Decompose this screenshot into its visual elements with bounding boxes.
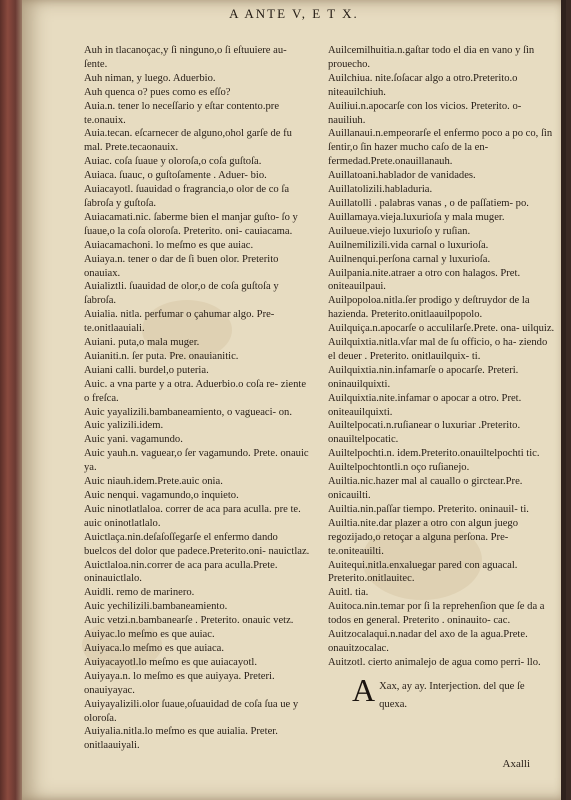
dictionary-entry: Auillatolizili.habladuria. bbox=[328, 184, 433, 196]
dictionary-entry: Auillatoani.hablador de vanidades. bbox=[328, 170, 476, 182]
dictionary-entry: Auilchiua. nite.ſoſacar algo a otro.Preterito.o niteauilchiuh. bbox=[328, 72, 518, 98]
right-column bbox=[328, 44, 556, 670]
dictionary-entry: Auiyaca.lo meſmo es que auiaca. bbox=[84, 642, 225, 654]
dictionary-entry: Auillamaya.vieja.luxurioſa y mala muger. bbox=[328, 211, 505, 223]
dictionary-entry: Auictlaloa.nin.correr de aca para aculla.Prete. oninauictlalo. bbox=[84, 559, 278, 585]
dictionary-entry: Auitequi.nitla.enxaluegar pared con aguacal. Preterito.onitlauitec. bbox=[328, 559, 518, 585]
dictionary-entry: Auic niauh.idem.Prete.auic onia. bbox=[84, 476, 223, 488]
running-header: A ANTE V, E T X. bbox=[229, 6, 359, 21]
dictionary-entry: Auh niman, y luego. Aduerbio. bbox=[84, 72, 216, 84]
dictionary-entry: Auianiti.n. ſer puta. Pre. onauianitic. bbox=[84, 350, 239, 362]
dictionary-entry: Auic. a vna parte y a otra. Aduerbio.o coſa re- ziente o freſca. bbox=[84, 378, 307, 404]
dictionary-entry: Auilquiça.n.apocarſe o acculilarſe.Prete. ona- uilquiz. bbox=[328, 323, 555, 335]
dictionary-entry: Auializtli. ſuauidad de olor,o de coſa guſtoſa y ſabroſa. bbox=[84, 281, 279, 307]
dictionary-entry: Auillatolli . palabras vanas , o de paſſatiem- po. bbox=[328, 197, 529, 209]
dictionary-entry: Auitzocalaqui.n.nadar del axo de la agua.Prete. onauitzocalac. bbox=[328, 629, 528, 654]
book-page bbox=[22, 0, 566, 800]
page-edge bbox=[561, 0, 566, 800]
dictionary-entry: Auia.n. tener lo neceſſario y eſtar contento.pre te.onauix. bbox=[84, 100, 280, 126]
dictionary-entry: Auiyaya.n. lo meſmo es que auiyaya. Preteri. onauiyayac. bbox=[84, 670, 275, 696]
dropcap-letter: A bbox=[352, 672, 376, 708]
dictionary-entry: Auiaya.n. tener o dar de ſi buen olor. Preterito onauiax. bbox=[84, 253, 279, 279]
dictionary-entry: Auiyalia.nitla.lo meſmo es que auialia. Preter. onitlaauiyali. bbox=[84, 726, 278, 752]
catchword: Axalli bbox=[502, 758, 530, 770]
dictionary-entry: Auic yayalizili.bambaneamiento, o vagueaci- on. bbox=[84, 406, 292, 418]
dropcap-entry bbox=[352, 672, 552, 712]
dictionary-entry: Auitoca.nin.temar por ſi la reprehenſion que ſe da a todos en general. Preterito . oninauito- cac. bbox=[328, 601, 545, 627]
dictionary-entry: Auic yechilizili.bambaneamiento. bbox=[84, 601, 228, 613]
dictionary-entry: Auialia. nitla. perfumar o çahumar algo. Pre- te.onitlaauiali. bbox=[84, 309, 275, 335]
dictionary-entry: Auiaca. ſuauc, o guſtoſamente . Aduer- bio. bbox=[84, 170, 267, 182]
dictionary-entry: Auitzotl. cierto animalejo de agua como perri- llo. bbox=[328, 656, 541, 668]
dictionary-entry: Auictlaça.nin.deſaſoſſegarſe el enfermo dando buelcos del dolor que padece.Preterito.oni- nauictlaz. bbox=[84, 531, 310, 557]
dictionary-entry: Auiacamati.nic. ſaberme bien el manjar guſto- ſo y ſuaue,o la coſa oloroſa. Preterito. oni- cauiacama. bbox=[84, 211, 298, 237]
dictionary-entry: Auilueue.viejo luxurioſo y ruſian. bbox=[328, 225, 471, 237]
dictionary-entry: Auidli. remo de marinero. bbox=[84, 587, 195, 599]
dictionary-entry: Auiyac.lo meſmo es que auiac. bbox=[84, 629, 215, 641]
dictionary-entry: Auic yani. vagamundo. bbox=[84, 434, 183, 446]
dictionary-entry: Auillanaui.n.empeorarſe el enfermo poco a po co, ſin ſentir,o ſin hazer mucho caſo de la en- fermedad.Prete.onauillanauh. bbox=[328, 128, 553, 168]
left-column bbox=[84, 44, 312, 753]
dictionary-entry: Auic ninotlatlaloa. correr de aca para aculla. pre te. auic oninotlatlalo. bbox=[84, 503, 301, 529]
dictionary-entry: Auia.tecan. eſcarnecer de alguno,ohol garſe de fu mal. Prete.tecaonauix. bbox=[84, 128, 292, 154]
dictionary-entry: Auiltia.nite.dar plazer a otro con algun juego regozijado,o retoçar a alguna perſona. Pre- te.oniteauilti. bbox=[328, 517, 519, 557]
dropcap-text: Xax, ay ay. Interjection. del que ſe quexa. bbox=[379, 681, 525, 710]
dictionary-entry: Auilnenqui.perſona carnal y luxurioſa. bbox=[328, 253, 491, 265]
dictionary-entry: Auh in tlacanoçac,y ſi ninguno,o ſi eſtuuiere au- ſente. bbox=[84, 45, 287, 70]
dictionary-entry: Auiltelpochti.n. idem.Preterito.onauiltelpochti tic. bbox=[328, 448, 540, 460]
dictionary-entry: Auic nenqui. vagamundo,o inquieto. bbox=[84, 490, 239, 501]
dictionary-entry: Auilcemilhuitia.n.gaſtar todo el dia en vano y ſin prouecho. bbox=[328, 45, 535, 70]
dictionary-entry: Auic yalizili.idem. bbox=[84, 420, 164, 432]
dictionary-entry: Auic vetzi.n.bambanearſe . Preterito. onauic vetz. bbox=[84, 615, 294, 627]
dictionary-entry: Auiltia.nin.paſſar tiempo. Preterito. oninauil- ti. bbox=[328, 503, 529, 515]
dictionary-entry: Auitl. tia. bbox=[328, 587, 369, 599]
dictionary-entry: Auiltelpochtontli.n oço ruſianejo. bbox=[328, 462, 470, 474]
dictionary-entry: Auiac. coſa ſuaue y oloroſa,o coſa guſtoſa. bbox=[84, 156, 262, 168]
dictionary-entry: Auilquixtia.nitla.vſar mal de ſu officio, o ha- ziendo el deuer . Preterito. onitlauilquix- ti. bbox=[328, 337, 548, 362]
dictionary-entry: Auiani calli. burdel,o puteria. bbox=[84, 364, 209, 376]
dictionary-entry: Auiyayalizili.olor ſuaue,oſuauidad de coſa ſua ue y oloroſa. bbox=[84, 698, 299, 724]
dictionary-entry: Auiyacayotl.lo meſmo es que auiacayotl. bbox=[84, 656, 257, 668]
dictionary-entry: Auilquixtia.nin.infamarſe o apocarſe. Preteri. oninauilquixti. bbox=[328, 364, 519, 390]
dictionary-entry: Auiani. puta,o mala muger. bbox=[84, 337, 200, 349]
dictionary-entry: Auh quenca o? pues como es eſſo? bbox=[84, 86, 231, 98]
dictionary-entry: Auiacayotl. ſuauidad o fragrancia,o olor de co ſa ſabroſa y guſtoſa. bbox=[84, 184, 290, 209]
dictionary-entry: Auiacamachoni. lo meſmo es que auiac. bbox=[84, 239, 254, 251]
dictionary-entry: Auilnemilizili.vida carnal o luxurioſa. bbox=[328, 239, 489, 251]
book-binding bbox=[0, 0, 22, 800]
dictionary-entry: Auilpopoloa.nitla.ſer prodigo y deſtruydor de la hazienda. Preterito.onitlaauilpopolo. bbox=[328, 295, 530, 321]
dictionary-entry: Auilpania.nite.atraer a otro con halagos. Pret. oniteauilpaui. bbox=[328, 267, 521, 293]
dictionary-entry: Auiltelpocati.n.ruſianear o luxuriar .Preterito. onauiltelpocatic. bbox=[328, 420, 521, 446]
dictionary-entry: Auiltia.nic.hazer mal al cauallo o girctear.Pre. onicauilti. bbox=[328, 476, 523, 501]
dictionary-entry: Auilquixtia.nite.infamar o apocar a otro. Pret. oniteauilquixti. bbox=[328, 392, 522, 418]
dictionary-entry: Auiliui.n.apocarſe con los vicios. Preterito. o- nauiliuh. bbox=[328, 100, 522, 126]
dictionary-entry: Auic yauh.n. vaguear,o ſer vagamundo. Prete. onauic ya. bbox=[84, 448, 309, 474]
